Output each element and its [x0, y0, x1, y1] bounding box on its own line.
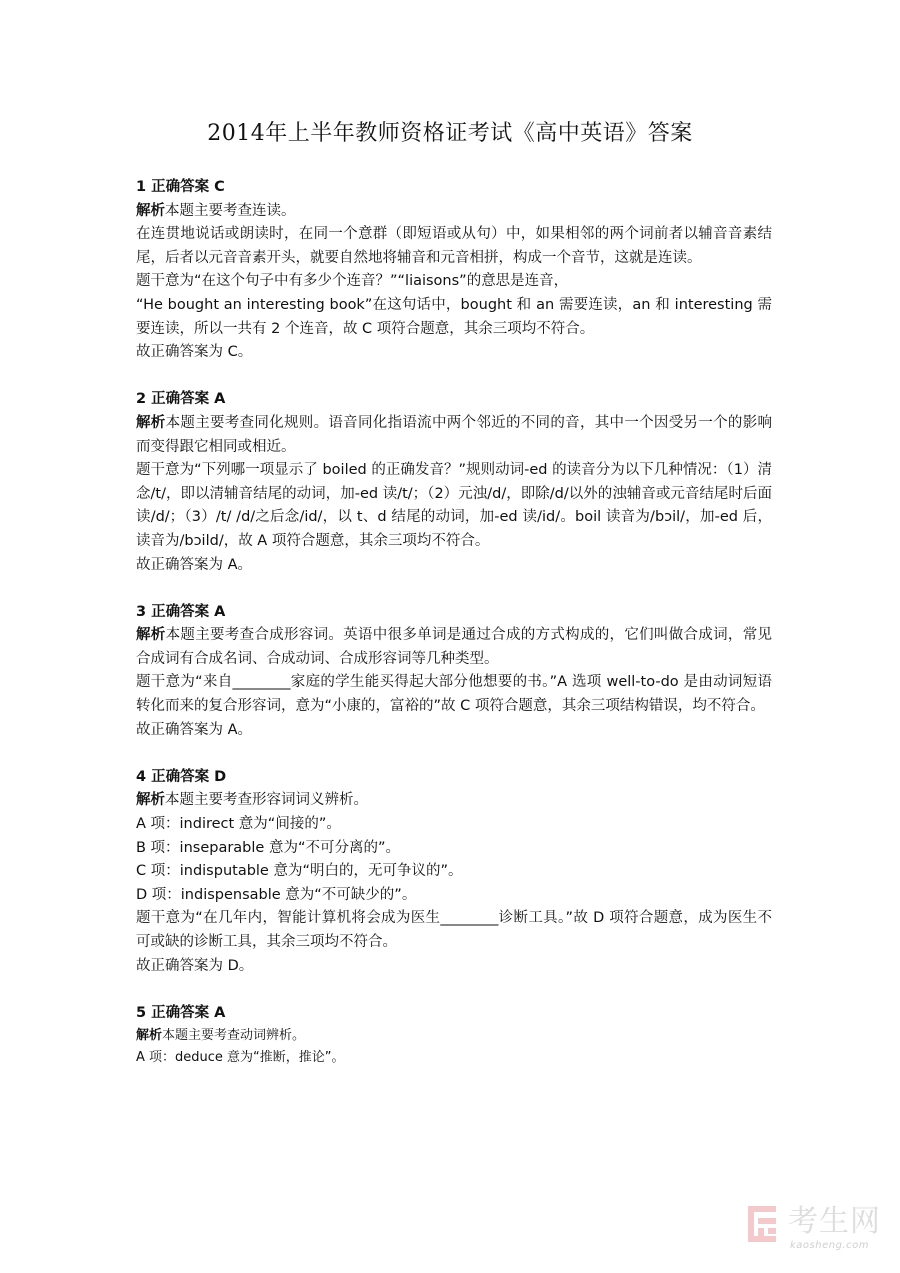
- paragraph-text: 本题主要考查动词辨析。: [162, 1028, 306, 1044]
- answer-heading: 4 正确答案 D: [136, 768, 227, 785]
- document-title: 2014年上半年教师资格证考试《高中英语》答案: [207, 121, 693, 146]
- watermark: [746, 1204, 886, 1254]
- analysis-paragraph: [136, 200, 772, 224]
- paragraph-text: 题干意为“来自________家庭的学生能买得起大部分他想要的书。”A 选项 well-to-do 是由动词短语转化而来的复合形容词，意为“小康的，富裕的”故 C 项符合题意，其余三项结构错误，均不符合。: [136, 674, 772, 715]
- answer-heading: 5 正确答案 A: [136, 1004, 226, 1021]
- analysis-label: 解析: [136, 414, 166, 431]
- analysis-paragraph: [136, 789, 772, 813]
- paragraph-text: “He bought an interesting book”在这句话中，bought 和 an 需要连读，an 和 interesting 需要连读，所以一共有 2 个连音，故 C 项符合题意，其余三项均不符合。: [136, 296, 772, 337]
- paragraph-text: 在连贯地说话或朗读时，在同一个意群（即短语或从句）中，如果相邻的两个词前者以辅音音素结尾，后者以元音音素开头，就要自然地将辅音和元音相拼，构成一个音节，这就是连读。: [136, 226, 772, 266]
- paragraph-text: 本题主要考查形容词词义辨析。: [165, 792, 368, 809]
- paragraph-text: A 项：indirect 意为“间接的”。: [136, 816, 341, 833]
- document-body: [136, 176, 772, 1093]
- paragraph-text: 本题主要考查合成形容词。英语中很多单词是通过合成的方式构成的，它们叫做合成词，常见合成词有合成名词、合成动词、合成形容词等几种类型。: [136, 627, 773, 667]
- answer-section: [136, 1002, 772, 1070]
- explanation-paragraph: [136, 459, 772, 553]
- paragraph-text: 题干意为“在这个句子中有多少个连音？”“liaisons”的意思是连音，: [136, 273, 569, 290]
- answer-section: [136, 176, 772, 365]
- explanation-paragraph: [136, 223, 772, 270]
- answer-heading: 3 正确答案 A: [136, 603, 226, 620]
- analysis-label: 解析: [136, 202, 165, 219]
- analysis-label: 解析: [136, 627, 166, 644]
- explanation-paragraph: [136, 554, 772, 578]
- watermark-url: kaosheng.com: [790, 1240, 869, 1251]
- paragraph-text: 本题主要考查连读。: [165, 202, 296, 219]
- paragraph-text: B 项：inseparable 意为“不可分离的”。: [136, 839, 400, 856]
- explanation-paragraph: [136, 719, 772, 743]
- kaosheng-logo-icon: [746, 1204, 780, 1244]
- paragraph-text: C 项：indisputable 意为“明白的，无可争议的”。: [136, 863, 463, 880]
- paragraph-text: 故正确答案为 D。: [136, 957, 254, 974]
- analysis-label: 解析: [136, 792, 165, 809]
- paragraph-text: 故正确答案为 C。: [136, 344, 253, 361]
- paragraph-text: 题干意为“下列哪一项显示了 boiled 的正确发音？”规则动词-ed 的读音分为以下几种情况：（1）清念/t/，即以清辅音结尾的动词，加-ed 读/t/；（2）元浊/d/，即除/d/以外的浊辅音或元音结尾时后面读/d/；（3）/t/ /d/之后念/id/，以 t、d 结尾的动词，加-ed 读/id/。boil 读音为/bɔil/，加-ed 后，读音为/bɔild/，故 A 项符合题意，其余三项均不符合。: [136, 462, 772, 549]
- explanation-paragraph: [136, 813, 772, 837]
- answer-section: [136, 388, 772, 577]
- analysis-paragraph: [136, 1025, 772, 1047]
- paragraph-text: 题干意为“在几年内，智能计算机将会成为医生________诊断工具。”故 D 项符合题意，成为医生不可或缺的诊断工具，其余三项均不符合。: [136, 910, 772, 950]
- paragraph-text: 故正确答案为 A。: [136, 556, 253, 573]
- explanation-paragraph: [136, 860, 772, 884]
- watermark-name: 考生网: [788, 1204, 881, 1239]
- explanation-paragraph: [136, 341, 772, 365]
- explanation-paragraph: [136, 955, 772, 979]
- explanation-paragraph: [136, 907, 772, 954]
- analysis-label: 解析: [136, 1028, 163, 1044]
- explanation-paragraph: [136, 671, 772, 718]
- answer-heading: 1 正确答案 C: [136, 179, 225, 195]
- answer-section: [136, 766, 772, 978]
- answer-section: [136, 601, 772, 743]
- paragraph-text: 本题主要考查同化规则。语音同化指语流中两个邻近的不同的音，其中一个因受另一个的影响而变得跟它相同或相近。: [136, 414, 773, 455]
- explanation-paragraph: [136, 270, 772, 294]
- answer-heading: 2 正确答案 A: [136, 391, 226, 408]
- paragraph-text: D 项：indispensable 意为“不可缺少的”。: [136, 886, 417, 903]
- paragraph-text: A 项：deduce 意为“推断，推论”。: [136, 1050, 345, 1066]
- paragraph-text: 故正确答案为 A。: [136, 721, 253, 738]
- explanation-paragraph: [136, 294, 772, 341]
- explanation-paragraph: [136, 884, 772, 908]
- analysis-paragraph: [136, 624, 772, 671]
- explanation-paragraph: [136, 837, 772, 861]
- explanation-paragraph: [136, 1047, 772, 1069]
- analysis-paragraph: [136, 412, 772, 459]
